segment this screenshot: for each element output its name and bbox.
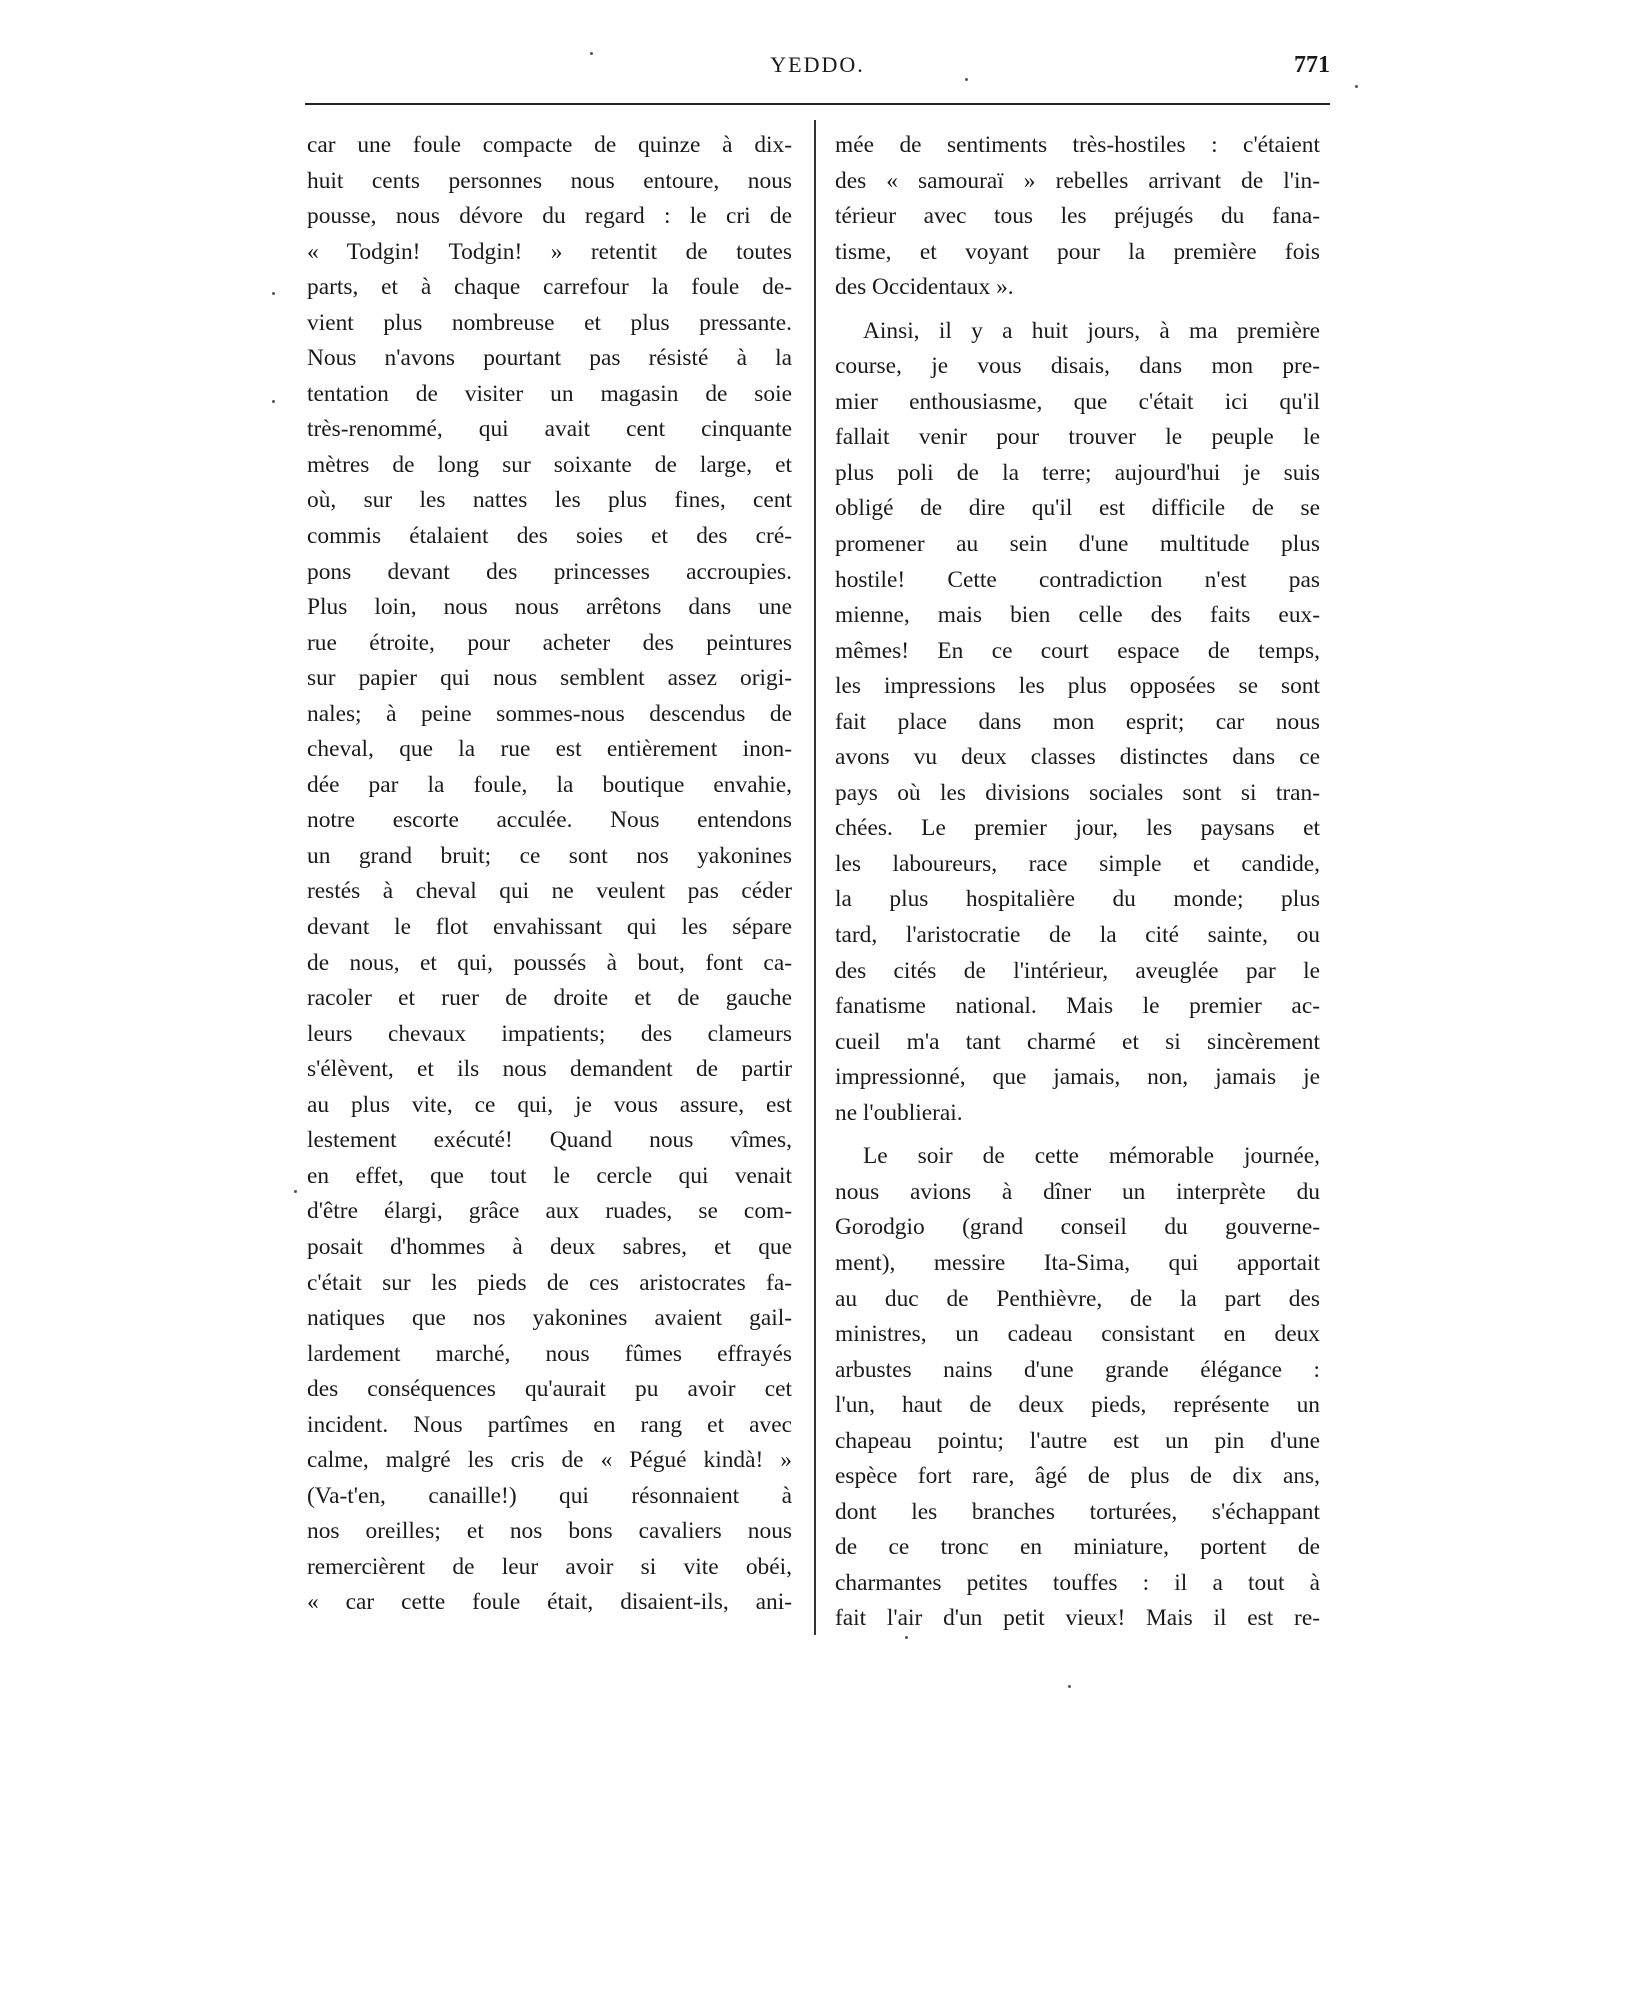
- text-line: cheval, que la rue est entièrement inon-: [307, 736, 792, 763]
- text-line: des cités de l'intérieur, aveuglée par le: [835, 957, 1320, 984]
- text-line: de nous, et qui, poussés à bout, font ca-: [307, 949, 792, 976]
- text-line: car une foule compacte de quinze à dix-: [307, 132, 792, 158]
- text-line: au duc de Penthièvre, de la part des: [835, 1285, 1320, 1312]
- right-column: [835, 128, 1320, 1637]
- text-line: mier enthousiasme, que c'était ici qu'il: [835, 388, 1320, 415]
- text-line: avons vu deux classes distinctes dans ce: [835, 744, 1320, 771]
- scan-speck: [1068, 1685, 1071, 1688]
- text-line: notre escorte acculée. Nous entendons: [307, 807, 792, 834]
- text-line: fallait venir pour trouver le peuple le: [835, 424, 1320, 451]
- text-line: parts, et à chaque carrefour la foule de-: [307, 274, 792, 301]
- scan-speck: [1355, 85, 1358, 88]
- text-line: ment), messire Ita-Sima, qui apportait: [835, 1249, 1320, 1276]
- scan-speck: [590, 52, 593, 55]
- text-line: Nous n'avons pourtant pas résisté à la: [307, 345, 792, 372]
- text-line: espèce fort rare, âgé de plus de dix ans,: [835, 1463, 1320, 1490]
- text-line: où, sur les nattes les plus fines, cent: [307, 487, 792, 514]
- text-line: plus poli de la terre; aujourd'hui je suis: [835, 459, 1320, 486]
- text-line: pons devant des princesses accroupies.: [307, 558, 792, 585]
- text-line: rue étroite, pour acheter des peintures: [307, 629, 792, 656]
- text-line: tentation de visiter un magasin de soie: [307, 380, 792, 407]
- text-line: au plus vite, ce qui, je vous assure, est: [307, 1091, 792, 1118]
- scan-speck: [905, 1636, 908, 1639]
- text-line: d'être élargi, grâce aux ruades, se com-: [307, 1198, 792, 1225]
- paragraph-gap: [835, 306, 1320, 314]
- text-line: l'un, haut de deux pieds, représente un: [835, 1392, 1320, 1419]
- text-line: très-renommé, qui avait cent cinquante: [307, 416, 792, 443]
- paragraph-gap: [835, 1131, 1320, 1139]
- text-line: chées. Le premier jour, les paysans et: [835, 815, 1320, 842]
- text-line: incident. Nous partîmes en rang et avec: [307, 1411, 792, 1438]
- text-line: posait d'hommes à deux sabres, et que: [307, 1233, 792, 1260]
- text-line: mêmes! En ce court espace de temps,: [835, 637, 1320, 664]
- text-line: lardement marché, nous fûmes effrayés: [307, 1340, 792, 1367]
- page-header: [305, 52, 1330, 92]
- text-line: (Va-t'en, canaille!) qui résonnaient à: [307, 1482, 792, 1509]
- text-line: vient plus nombreuse et plus pressante.: [307, 309, 792, 336]
- text-line: « car cette foule était, disaient-ils, ani-: [307, 1589, 792, 1616]
- text-line: en effet, que tout le cercle qui venait: [307, 1162, 792, 1189]
- header-rule: [305, 103, 1330, 105]
- text-line: ministres, un cadeau consistant en deux: [835, 1321, 1320, 1348]
- column-divider: [814, 120, 816, 1635]
- text-line: chapeau pointu; l'autre est un pin d'une: [835, 1427, 1320, 1454]
- text-line: des conséquences qu'aurait pu avoir cet: [307, 1376, 792, 1403]
- text-line: sur papier qui nous semblent assez origi-: [307, 665, 792, 692]
- text-line: commis étalaient des soies et des cré-: [307, 523, 792, 550]
- text-line: charmantes petites touffes : il a tout à: [835, 1569, 1320, 1596]
- text-line: promener au sein d'une multitude plus: [835, 531, 1320, 558]
- text-line: pousse, nous dévore du regard : le cri de: [307, 203, 792, 230]
- text-line: nales; à peine sommes-nous descendus de: [307, 700, 792, 727]
- paragraph: [835, 128, 1320, 306]
- text-line: Ainsi, il y a huit jours, à ma première: [863, 317, 1320, 344]
- text-line: mée de sentiments très-hostiles : c'étaient: [835, 132, 1320, 158]
- text-line: « Todgin! Todgin! » retentit de toutes: [307, 238, 792, 265]
- scan-speck: [272, 400, 275, 403]
- text-line: Plus loin, nous nous arrêtons dans une: [307, 594, 792, 621]
- text-line: mètres de long sur soixante de large, et: [307, 451, 792, 478]
- text-line: arbustes nains d'une grande élégance :: [835, 1356, 1320, 1383]
- text-line: les impressions les plus opposées se sont: [835, 673, 1320, 700]
- text-line: tisme, et voyant pour la première fois: [835, 238, 1320, 265]
- text-line: hostile! Cette contradiction n'est pas: [835, 566, 1320, 593]
- text-line: leurs chevaux impatients; des clameurs: [307, 1020, 792, 1047]
- text-line: tard, l'aristocratie de la cité sainte, ou: [835, 922, 1320, 949]
- text-line: course, je vous disais, dans mon pre-: [835, 353, 1320, 380]
- text-line: calme, malgré les cris de « Pégué kindà! »: [307, 1447, 792, 1474]
- text-line: pays où les divisions sociales sont si tran-: [835, 779, 1320, 806]
- scan-speck: [294, 1190, 297, 1193]
- scan-speck: [272, 292, 275, 295]
- text-line: remercièrent de leur avoir si vite obéi,: [307, 1553, 792, 1580]
- text-line: Gorodgio (grand conseil du gouverne-: [835, 1214, 1320, 1241]
- text-line: fanatisme national. Mais le premier ac-: [835, 993, 1320, 1020]
- text-line: de ce tronc en miniature, portent de: [835, 1534, 1320, 1561]
- page-number: 771: [1294, 52, 1330, 78]
- text-line: des « samouraï » rebelles arrivant de l'in-: [835, 167, 1320, 194]
- text-line: cueil m'a tant charmé et si sincèrement: [835, 1028, 1320, 1055]
- text-line: dont les branches torturées, s'échappant: [835, 1498, 1320, 1525]
- text-line: térieur avec tous les préjugés du fana-: [835, 203, 1320, 230]
- text-line: nous avions à dîner un interprète du: [835, 1178, 1320, 1205]
- text-line: lestement exécuté! Quand nous vîmes,: [307, 1127, 792, 1154]
- text-line: racoler et ruer de droite et de gauche: [307, 985, 792, 1012]
- paragraph: [835, 314, 1320, 1132]
- text-line: impressionné, que jamais, non, jamais je: [835, 1064, 1320, 1091]
- text-line: fait place dans mon esprit; car nous: [835, 708, 1320, 735]
- text-line: natiques que nos yakonines avaient gail-: [307, 1305, 792, 1332]
- left-column: [307, 128, 792, 1621]
- text-line: mienne, mais bien celle des faits eux-: [835, 602, 1320, 629]
- text-line: devant le flot envahissant qui les sépare: [307, 914, 792, 941]
- text-line: Le soir de cette mémorable journée,: [863, 1143, 1320, 1170]
- running-title: YEDDO.: [770, 52, 865, 77]
- text-line: huit cents personnes nous entoure, nous: [307, 167, 792, 194]
- text-line: des Occidentaux ».: [835, 274, 1014, 301]
- text-line: les laboureurs, race simple et candide,: [835, 850, 1320, 877]
- text-line: s'élèvent, et ils nous demandent de partir: [307, 1056, 792, 1083]
- text-line: c'était sur les pieds de ces aristocrates fa-: [307, 1269, 792, 1296]
- text-line: fait l'air d'un petit vieux! Mais il est re-: [835, 1605, 1320, 1632]
- text-line: obligé de dire qu'il est difficile de se: [835, 495, 1320, 522]
- paragraph: [835, 1139, 1320, 1637]
- text-line: dée par la foule, la boutique envahie,: [307, 771, 792, 798]
- scan-speck: [965, 78, 968, 81]
- text-line: un grand bruit; ce sont nos yakonines: [307, 842, 792, 869]
- text-line: nos oreilles; et nos bons cavaliers nous: [307, 1518, 792, 1545]
- text-line: restés à cheval qui ne veulent pas céder: [307, 878, 792, 905]
- text-line: la plus hospitalière du monde; plus: [835, 886, 1320, 913]
- text-line: ne l'oublierai.: [835, 1099, 963, 1126]
